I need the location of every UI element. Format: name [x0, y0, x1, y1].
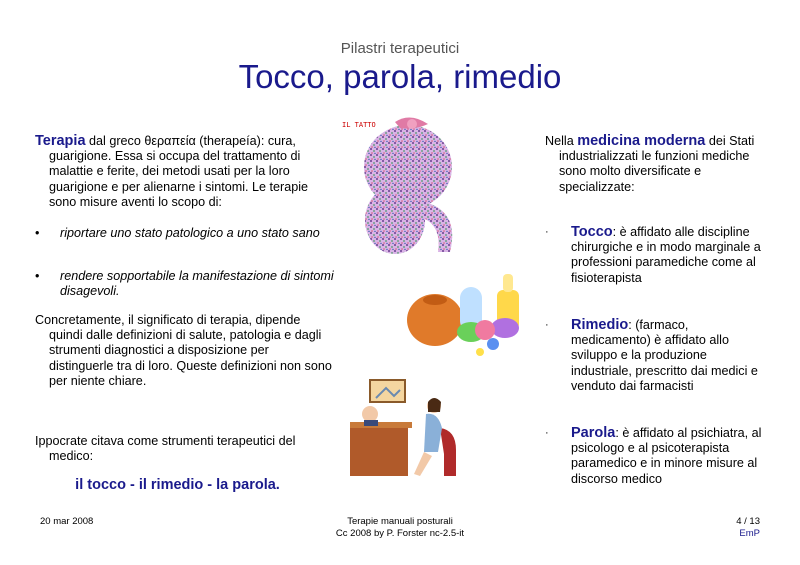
modern-medicine-prefix: Nella [545, 134, 578, 148]
therapy-term: Terapia [35, 133, 86, 149]
pillar-bullet: · [545, 319, 549, 331]
pillar-item-parola [545, 426, 771, 487]
bullet-mark: • [35, 226, 40, 240]
pillar-text: : (farmaco, medicamento) è affidato allo sviluppo e la produzione industriale, prescritto dai medici e venduto dai farmacisti [571, 318, 758, 393]
pillar-bullet: · [545, 427, 549, 439]
consultation-illustration [348, 378, 463, 480]
footer-copyright: Cc 2008 by P. Forster nc-2.5-it [335, 528, 465, 539]
medicine-illustration [405, 262, 535, 362]
pillar-item-tocco [545, 225, 771, 286]
bullet-text: riportare uno stato patologico a uno stato sano [60, 226, 320, 240]
bullet-item-1 [35, 226, 345, 241]
pillar-heading: Tocco [571, 224, 613, 240]
author-initials: EmP [739, 528, 760, 539]
footer-date: 20 mar 2008 [40, 516, 94, 527]
pillar-text: : è affidato al psichiatra, al psicologo e al psicoterapista paramedico e in minore misure al discorso medico [571, 426, 762, 486]
footer-center [300, 516, 500, 540]
pillar-bullet: · [545, 226, 549, 238]
touch-illustration [340, 112, 480, 262]
footer-course-title: Terapie manuali posturali [347, 516, 453, 527]
page-number: 4 / 13 [736, 516, 760, 527]
pillar-text: : è affidato alle discipline chirurgiche e in modo marginale a professioni paramediche come al fisioterapista [571, 225, 761, 285]
bullet-text: rendere sopportabile la manifestazione di sintomi disagevoli. [60, 269, 334, 299]
modern-medicine-term: medicina moderna [577, 133, 706, 149]
therapy-definition-text: dal greco θεραπεία (therapeía): cura, guarigione. Essa si occupa del trattamento di malattie e ferite, dei metodi usati per la loro guarigione e per alienarne i sintomi. Le terapie sono misure aventi lo scopo di: [49, 134, 309, 209]
slide-subtitle: Pilastri terapeutici [340, 40, 460, 57]
modern-medicine-intro [545, 134, 759, 195]
hippocratic-triad: il tocco - il rimedio - la parola. [75, 477, 280, 493]
pillar-heading: Rimedio [571, 317, 629, 333]
pillar-item-rimedio [545, 318, 771, 394]
concrete-paragraph: Concretamente, il significato di terapia, dipende quindi dalle definizioni di salute, patologia e dagli strumenti diagnostici a disposizione per distinguerle tra di loro. Queste definizioni non sono per niente chiare. [35, 313, 332, 388]
therapy-definition [35, 134, 334, 210]
footer-right [736, 516, 760, 540]
modern-medicine-text: dei Stati industrializzati le funzioni mediche sono molto diversificate e specializzate: [559, 134, 755, 194]
pillar-heading: Parola [571, 425, 616, 441]
ippocrate-paragraph: Ippocrate citava come strumenti terapeutici del medico: [35, 434, 296, 464]
bullet-mark: • [35, 269, 40, 283]
bullet-item-2 [35, 269, 345, 299]
slide-title: Tocco, parola, rimedio [238, 58, 562, 95]
touch-image-label: IL TATTO [342, 121, 376, 129]
